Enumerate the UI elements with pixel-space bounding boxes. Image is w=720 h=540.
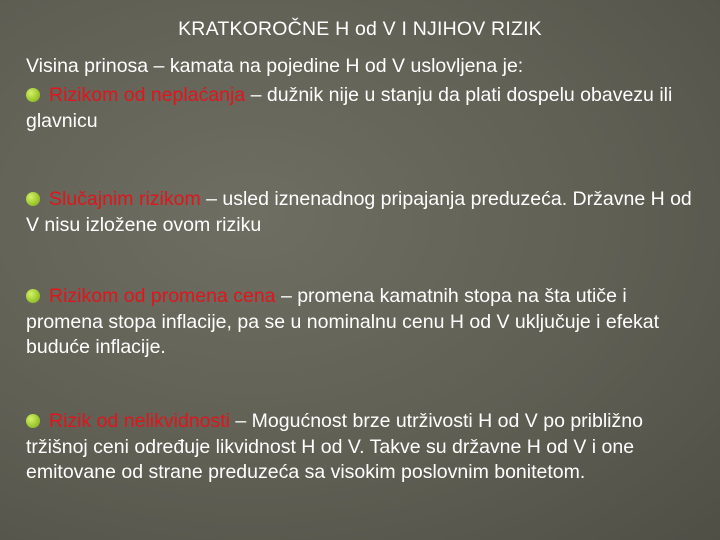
bullet-item-price-risk [26,284,706,361]
bullet-text: – promena kamatnih stopa na šta utiče i promena stopa inflacije, pa se u nominalnu cenu H od V uključuje i efekat buduće inflacije. [26,285,660,358]
bullet-item-random-risk [26,187,706,238]
bullet-dot-icon [26,192,40,206]
bullet-dot-icon [26,289,40,303]
bullet-item-liquidity-risk [26,409,706,486]
slide-title: KRATKOROČNE H od V I NJIHOV RIZIK [178,18,542,40]
bullet-text: – dužnik nije u stanju da plati dospelu obavezu ili glavnicu [26,84,673,132]
bullet-term: Rizik od nelikvidnosti [49,410,230,432]
bullet-item-default-risk [26,83,706,134]
bullet-term: Rizikom od promena cena [49,285,276,307]
bullet-term: Rizikom od neplaćanja [49,84,246,106]
intro-text: Visina prinosa – kamata na pojedine H od V uslovljena je: [26,55,524,77]
bullet-term: Slučajnim rizikom [49,188,201,210]
bullet-text: – usled iznenadnog pripajanja preduzeća. Državne H od V nisu izložene ovom riziku [26,188,692,236]
bullet-dot-icon [26,88,40,102]
bullet-dot-icon [26,414,40,428]
bullet-text: – Mogućnost brze utrživosti H od V po približno tržišnoj ceni određuje likvidnost H od V. Takve su državne H od V i one emitovane od strane preduzeća sa visokim poslovnim bonitetom. [26,410,643,483]
